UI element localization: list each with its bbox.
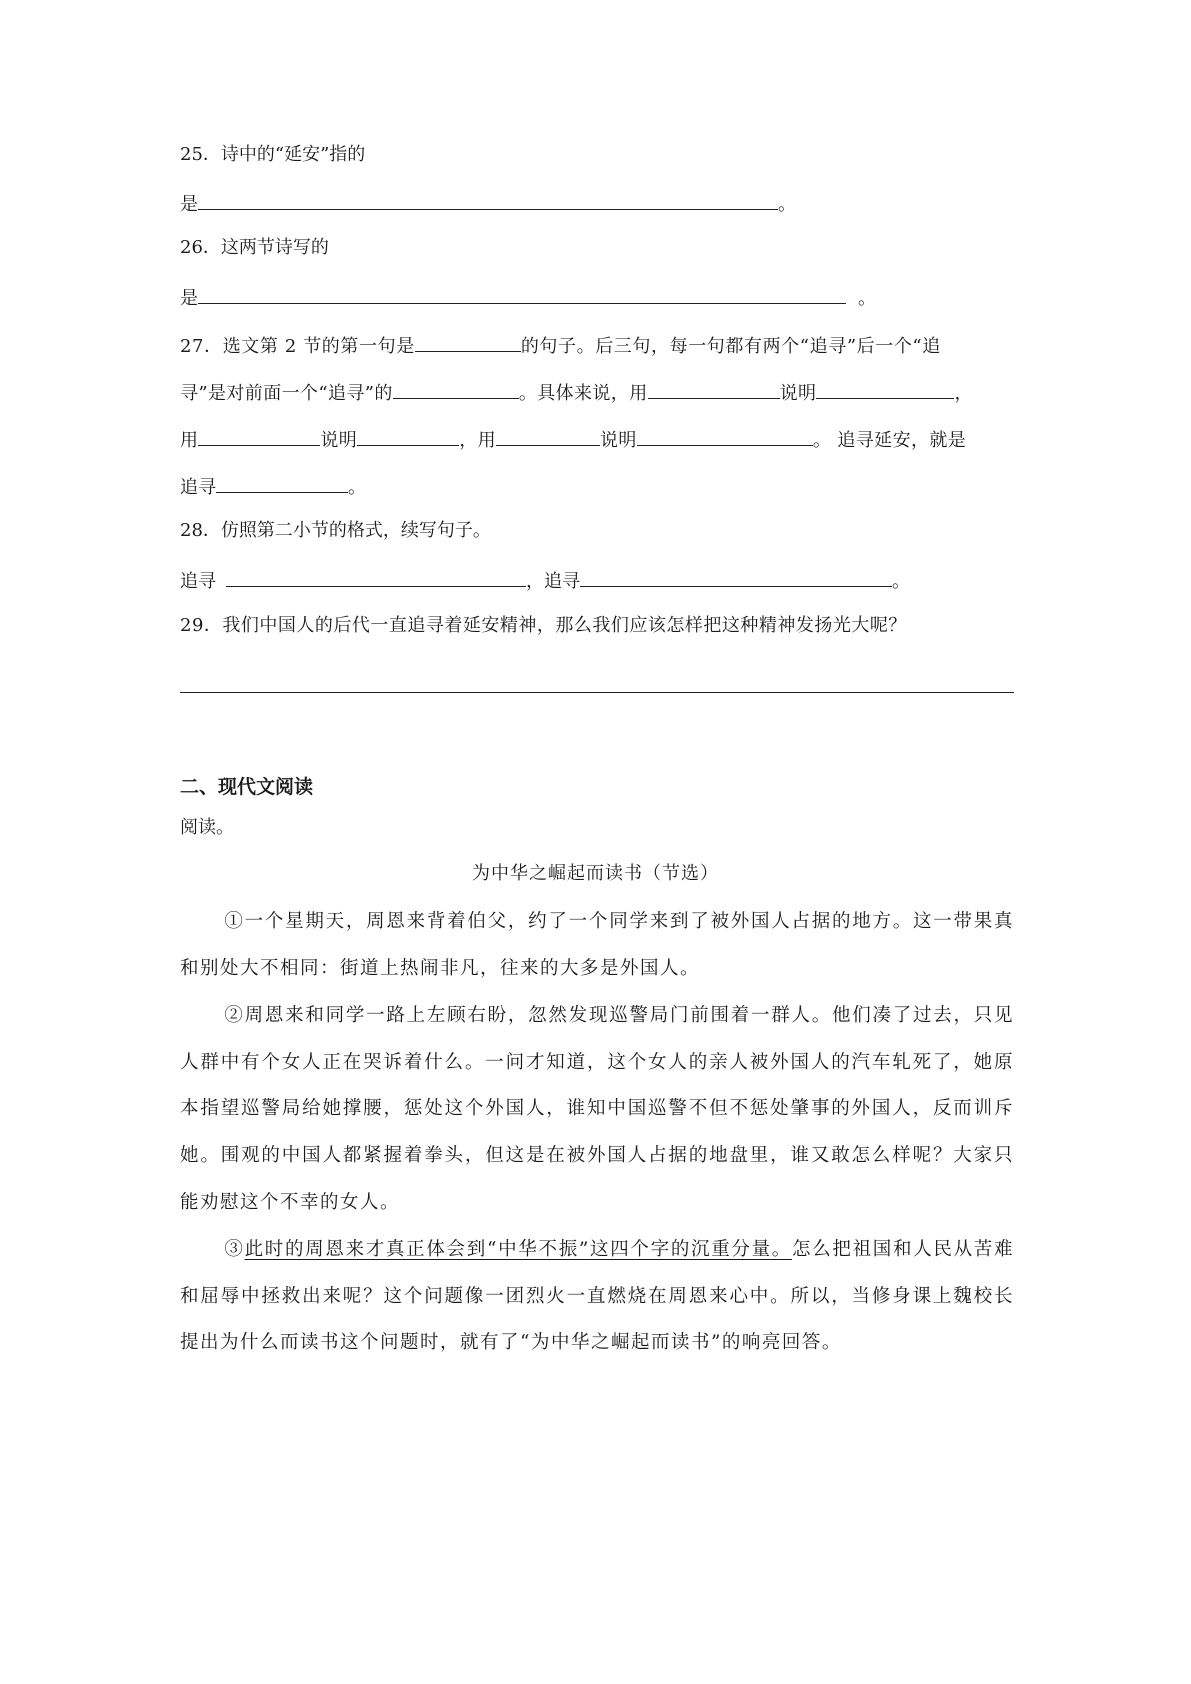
blank-28-1[interactable] — [226, 564, 526, 587]
blank-27-7[interactable] — [496, 423, 600, 446]
answer-blank-25[interactable] — [198, 187, 778, 210]
text: 说明 — [320, 430, 358, 451]
blank-27-1[interactable] — [415, 329, 521, 352]
section-heading: 二、现代文阅读 — [180, 776, 314, 798]
question-25-answer-line — [180, 187, 796, 215]
question-25-text: 25．诗中的“延安”指的 — [180, 144, 366, 165]
text: 。 追寻延安，就是 — [812, 430, 967, 451]
question-26-answer-line — [180, 281, 876, 309]
question-29-text: 29．我们中国人的后代一直追寻着延安精神，那么我们应该怎样把这种精神发扬光大呢？ — [180, 615, 907, 636]
question-25 — [180, 141, 365, 169]
text: 。 — [892, 571, 910, 592]
underlined-sentence: 此时的周恩来才真正体会到“中华不振”这四个字的沉重分量。 — [244, 1239, 793, 1260]
paragraph-number: ③ — [224, 1239, 245, 1260]
text: ，用 — [459, 430, 497, 451]
text: 追寻 — [180, 571, 216, 592]
text: 27．选文第 2 节的第一句是 — [180, 336, 415, 357]
answer-blank-29[interactable] — [180, 692, 1014, 693]
question-27-line-2 — [180, 376, 973, 404]
question-28 — [180, 517, 491, 545]
blank-27-6[interactable] — [357, 423, 459, 446]
blank-28-2[interactable] — [580, 564, 892, 587]
text: 。 — [348, 477, 366, 498]
blank-27-5[interactable] — [198, 423, 320, 446]
text: 说明 — [600, 430, 637, 451]
text: 追寻 — [180, 477, 216, 498]
text: 寻”是对前面一个“追寻”的 — [180, 383, 393, 404]
question-26-text: 26．这两节诗写的 — [180, 237, 329, 258]
question-28-text: 28．仿照第二小节的格式，续写句子。 — [180, 520, 491, 541]
blank-27-2[interactable] — [393, 376, 519, 399]
question-27-line-1 — [180, 329, 941, 357]
question-28-answer-line — [180, 564, 910, 592]
passage-paragraph-3 — [180, 1227, 1014, 1367]
blank-27-9[interactable] — [216, 470, 348, 493]
blank-27-8[interactable] — [637, 423, 813, 446]
blank-27-4[interactable] — [816, 376, 954, 399]
answer-prefix: 是 — [180, 194, 198, 215]
answer-prefix: 是 — [180, 288, 198, 309]
answer-suffix: 。 — [778, 194, 796, 215]
reading-instruction: 阅读。 — [180, 817, 234, 838]
text: 。具体来说，用 — [518, 383, 648, 404]
text: 用 — [180, 430, 199, 451]
text: 说明 — [779, 383, 817, 404]
answer-suffix: 。 — [858, 288, 876, 309]
passage-title: 为中华之崛起而读书（节选） — [472, 863, 719, 884]
text: ，追寻 — [526, 571, 580, 592]
passage-paragraph-1: ①一个星期天，周恩来背着伯父，约了一个同学来到了被外国人占据的地方。这一带果真和别处大不相同：街道上热闹非凡，往来的大多是外国人。 — [180, 911, 1014, 979]
answer-blank-26[interactable] — [198, 281, 846, 304]
paragraph-text: 怎么把祖国和人民从苦难和屈辱中拯救出来呢？这个问题像一团烈火一直燃烧在周恩来心中。所以，当修身课上魏校长提出为什么而读书这个问题时，就有了“为中华之崛起而读书”的响亮回答。 — [180, 1239, 1014, 1354]
question-27-line-4 — [180, 470, 366, 498]
passage-paragraph-2: ②周恩来和同学一路上左顾右盼，忽然发现巡警局门前围着一群人。他们凑了过去，只见人群中有个女人正在哭诉着什么。一问才知道，这个女人的亲人被外国人的汽车轧死了，她原本指望巡警局给她撑腰，惩处这个外国人，谁知中国巡警不但不惩处肇事的外国人，反而训斥她。围观的中国人都紧握着拳头，但这是在被外国人占据的地盘里，谁又敢怎么样呢？大家只能劝慰这个不幸的女人。 — [180, 1005, 1014, 1213]
question-26 — [180, 234, 329, 262]
question-29 — [180, 612, 907, 640]
question-27-line-3 — [180, 423, 966, 451]
text: 的句子。后三句，每一句都有两个“追寻”后一个“追 — [520, 336, 941, 357]
text: ， — [954, 383, 973, 404]
blank-27-3[interactable] — [648, 376, 780, 399]
